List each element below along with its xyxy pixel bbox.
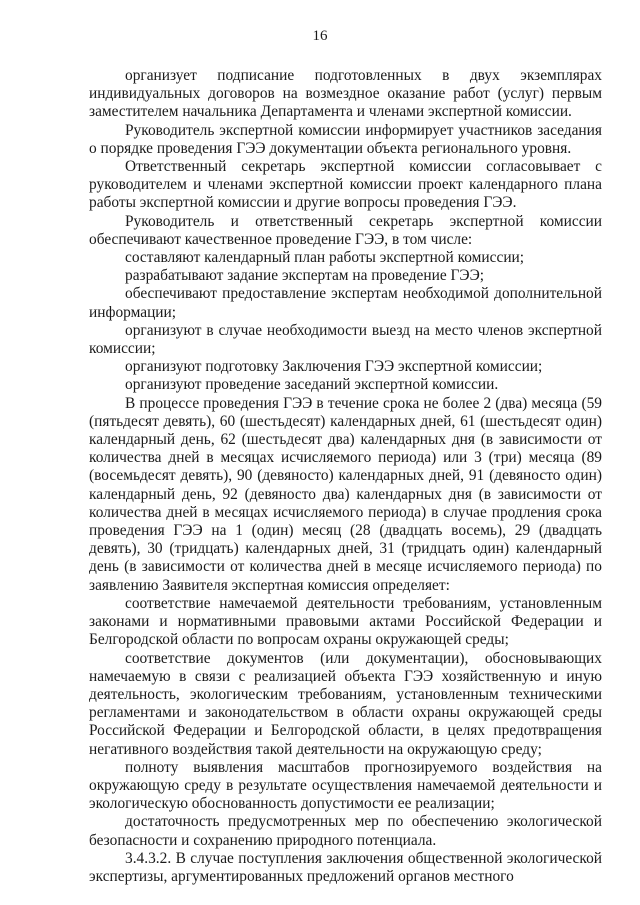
paragraph-12: соответствие намечаемой деятельности требованиям, установленным законами и нормативными правовыми актами Российской Федерации и Белгородской области по вопросам охраны окружающей среды; <box>89 594 602 649</box>
paragraph-1: организует подписание подготовленных в двух экземплярах индивидуальных договоров на возмездное оказание работ (услуг) первым заместителем начальника Департамента и членами экспертной комиссии. <box>89 67 602 121</box>
paragraph-14: полноту выявления масштабов прогнозируемого воздействия на окружающую среду в результате осуществления намечаемой деятельности и экологическую обоснованность допустимости ее реализации; <box>89 758 602 813</box>
paragraph-7: обеспечивают предоставление экспертам необходимой дополнительной информации; <box>89 285 602 321</box>
paragraph-15: достаточность предусмотренных мер по обеспечению экологической безопасности и сохранению природного потенциала. <box>89 813 602 849</box>
paragraph-11: В процессе проведения ГЭЭ в течение срока не более 2 (два) месяца (59 (пятьдесят девять), 60 (шестьдесят) календарных дней, 61 (шестьдесят один) календарный день, 62 (шестьдесят два) календарных дня (в зависимости от количества дней в месяцах исчисляемого периода) или 3 (три) месяца (89 (восемьдесят девять), 90 (девяносто) календарных дней, 91 (девяносто один) календарный день, 92 (девяносто два) календарных дня (в зависимости от количества дней в месяцах исчисляемого периода) в случае продления срока проведения ГЭЭ на 1 (один) месяц (28 (двадцать восемь), 29 (двадцать девять), 30 (тридцать) календарных дней, 31 (тридцать один) календарный день (в зависимости от количества дней в месяце исчисляемого периода) по заявлению Заявителя экспертная комиссия определяет: <box>89 394 602 594</box>
page-number: 16 <box>312 28 328 44</box>
paragraph-6: разрабатывают задание экспертам на проведение ГЭЭ; <box>125 267 485 285</box>
paragraph-10: организуют проведение заседаний экспертной комиссии. <box>125 376 499 394</box>
paragraph-8: организуют в случае необходимости выезд на место членов экспертной комиссии; <box>89 321 602 358</box>
paragraph-3: Ответственный секретарь экспертной комиссии согласовывает с руководителем и членами экспертной комиссии проект календарного плана работы экспертной комиссии и другие вопросы проведения ГЭЭ. <box>89 158 602 212</box>
paragraph-13: соответствие документов (или документации), обосновывающих намечаемую в связи с реализацией объекта ГЭЭ хозяйственную и иную деятельность, экологическим требованиям, установленным техническими регламентами и законодательством в области охраны окружающей среды Российской Федерации и Белгородской области, в целях предотвращения негативного воздействия такой деятельности на окружающую среду; <box>89 649 602 758</box>
paragraph-4: Руководитель и ответственный секретарь экспертной комиссии обеспечивают качественное проведение ГЭЭ, в том числе: <box>89 212 602 248</box>
paragraph-2: Руководитель экспертной комиссии информирует участников заседания о порядке проведения ГЭЭ документации объекта регионального уровня. <box>89 121 602 157</box>
paragraph-5: составляют календарный план работы экспертной комиссии; <box>125 249 525 267</box>
document-body <box>89 67 602 886</box>
paragraph-16: 3.4.3.2. В случае поступления заключения общественной экологической экспертизы, аргументированных предложений органов местного <box>89 849 602 885</box>
paragraph-9: организуют подготовку Заключения ГЭЭ экспертной комиссии; <box>125 358 543 376</box>
